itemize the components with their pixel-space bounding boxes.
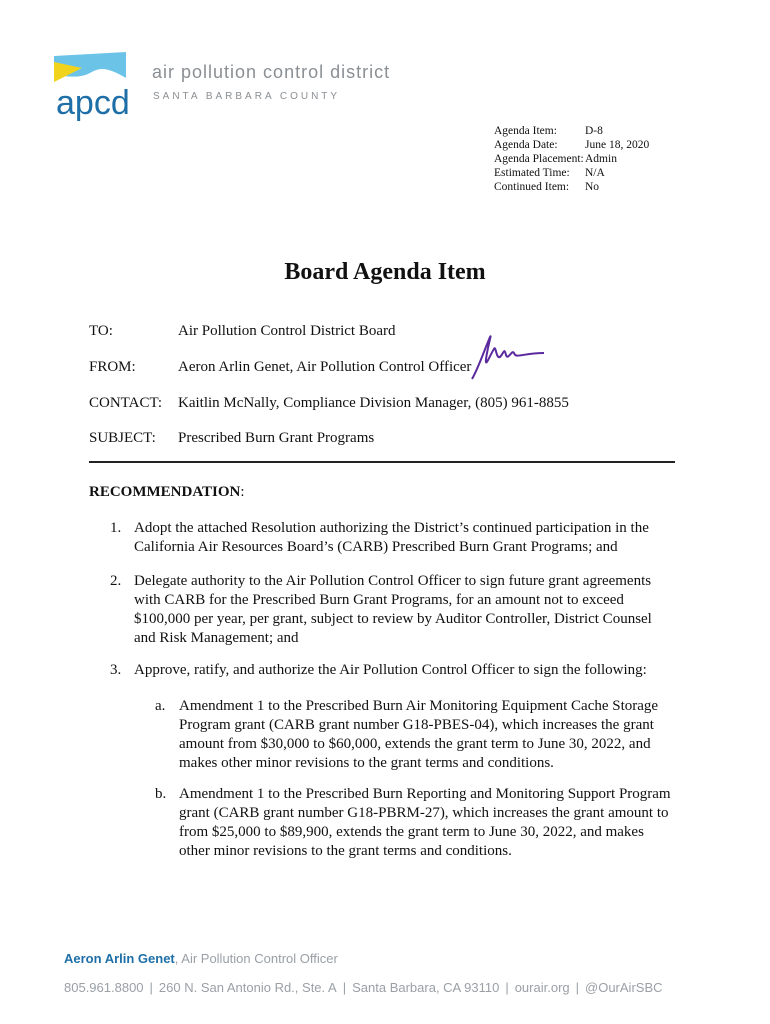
- text-line: California Air Resources Board’s (CARB) Prescribed Burn Grant Programs; and: [134, 539, 618, 555]
- text-line: grant (CARB grant number G18-PBRM-27), which increases the grant amount to: [179, 805, 669, 821]
- agenda-meta: [494, 124, 649, 194]
- footer-separator: |: [342, 980, 347, 995]
- agenda-meta-row: [494, 180, 649, 194]
- meta-key: Agenda Item:: [494, 125, 557, 137]
- text-line: makes other minor revisions to the grant terms and conditions.: [179, 755, 554, 771]
- text-line: Program grant (CARB grant number G18-PBES-04), which increases the grant: [179, 717, 654, 733]
- text-line: Amendment 1 to the Prescribed Burn Reporting and Monitoring Support Program: [179, 786, 671, 802]
- contact-label: CONTACT:: [89, 395, 163, 411]
- footer-name: Aeron Arlin Genet: [64, 951, 175, 966]
- text-line: with CARB for the Prescribed Burn Grant Programs, for an amount not to exceed: [134, 592, 624, 608]
- footer-separator: |: [149, 980, 153, 995]
- text-line: Delegate authority to the Air Pollution Control Officer to sign future grant agreements: [134, 573, 652, 589]
- recommendation-heading-text: RECOMMENDATION: [89, 484, 241, 500]
- contact-value: Kaitlin McNally, Compliance Division Manager, (805) 961-8855: [178, 395, 569, 411]
- meta-key: Continued Item:: [494, 181, 570, 193]
- logo-wordmark: apcd: [56, 84, 130, 122]
- footer-address: 260 N. San Antonio Rd., Ste. A: [158, 980, 337, 995]
- sub-item-letter: b.: [155, 786, 167, 802]
- org-name: air pollution control district: [152, 62, 391, 82]
- from-label: FROM:: [89, 359, 136, 375]
- agenda-meta-row: [494, 166, 649, 180]
- footer-separator: |: [575, 980, 580, 995]
- footer-title: , Air Pollution Control Officer: [174, 951, 338, 966]
- agenda-meta-row: [494, 152, 649, 166]
- page-title: Board Agenda Item: [284, 259, 486, 285]
- text-line: Approve, ratify, and authorize the Air Pollution Control Officer to sign the following:: [134, 662, 647, 678]
- from-value: Aeron Arlin Genet, Air Pollution Control Officer: [178, 359, 472, 375]
- agenda-meta-row: [494, 124, 649, 138]
- meta-key: Agenda Placement:: [494, 153, 584, 165]
- text-line: and Risk Management; and: [134, 630, 299, 646]
- meta-value: Admin: [585, 153, 617, 165]
- subject-label: SUBJECT:: [89, 430, 156, 446]
- list-item-number: 1.: [110, 520, 122, 536]
- list-item-number: 2.: [110, 573, 122, 589]
- list-item-number: 3.: [110, 662, 122, 678]
- text-line: $100,000 per year, per grant, subject to review by Auditor Controller, District Counsel: [134, 611, 652, 627]
- agenda-meta-row: [494, 138, 649, 152]
- footer-city: Santa Barbara, CA 93110: [352, 980, 500, 995]
- recommendation-heading-colon: :: [240, 484, 245, 500]
- to-label: TO:: [89, 323, 113, 339]
- meta-value: N/A: [585, 167, 605, 179]
- subject-value: Prescribed Burn Grant Programs: [178, 430, 375, 446]
- text-line: Adopt the attached Resolution authorizing the District’s continued participation in the: [134, 520, 649, 536]
- text-line: from $25,000 to $89,900, extends the grant term to June 30, 2022, and makes: [179, 824, 644, 840]
- org-county: SANTA BARBARA COUNTY: [153, 91, 341, 102]
- text-line: other minor revisions to the grant terms and conditions.: [179, 843, 512, 859]
- footer-contact: [64, 980, 663, 995]
- sub-item-text: [179, 785, 671, 861]
- divider: [89, 461, 675, 463]
- footer-separator: |: [505, 980, 509, 995]
- recommendation-heading: [89, 484, 245, 501]
- footer-phone: 805.961.8800: [64, 980, 144, 995]
- list-item-text: [134, 519, 649, 557]
- text-line: Amendment 1 to the Prescribed Burn Air Monitoring Equipment Cache Storage: [179, 698, 659, 714]
- meta-value: D-8: [585, 125, 603, 137]
- meta-value: No: [585, 181, 600, 193]
- footer-social: @OurAirSBC: [585, 980, 663, 995]
- meta-key: Agenda Date:: [494, 139, 558, 151]
- to-value: Air Pollution Control District Board: [178, 323, 396, 339]
- signature-icon: [468, 329, 546, 383]
- footer-website: ourair.org: [514, 980, 570, 995]
- meta-value: June 18, 2020: [585, 139, 650, 151]
- list-item-text: [134, 661, 647, 680]
- list-item-text: [134, 572, 652, 648]
- meta-key: Estimated Time:: [494, 167, 570, 179]
- sub-item-text: [179, 697, 658, 773]
- text-line: amount from $30,000 to $60,000, extends the grant term to June 30, 2022, and: [179, 736, 651, 752]
- footer-signatory: [64, 951, 338, 966]
- sub-item-letter: a.: [155, 698, 166, 714]
